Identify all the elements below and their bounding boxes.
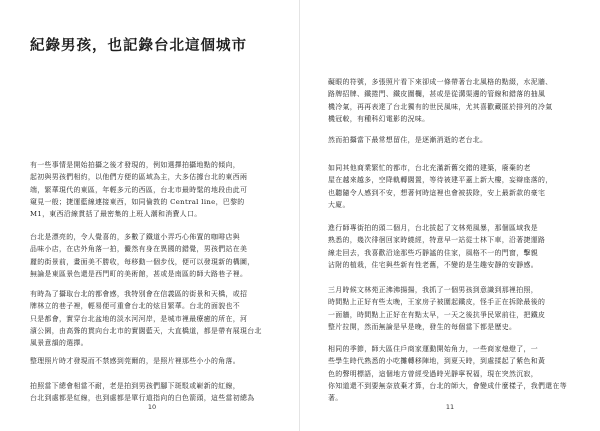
text-line: 起初與男孩們相約，以他們方便的區域為主，大多估據台北的東西兩 xyxy=(30,173,248,182)
chapter-title: 紀錄男孩，也記錄台北這個城市 xyxy=(30,37,247,54)
paragraph xyxy=(30,231,254,280)
paragraph xyxy=(328,134,487,146)
paragraph xyxy=(328,343,567,404)
text-line: 時間點上正好有些太晚，王家房子被圍起鐵皮，怪手正在拆除最後的 xyxy=(328,298,546,307)
text-line: 台北到處都是紅線，也到處都是單行道指向的白色箭頭，這些當初總為 xyxy=(30,394,255,403)
text-line: 機冷氣，再再表達了台北獨有的世民風味，尤其喜歡藏匿於排列的冷氣 xyxy=(328,102,553,111)
text-line: 然而拍攝當下最常想留住，是逐漸消逝的老台北。 xyxy=(328,136,488,144)
text-line: 礙眼的符號，多張照片看下來卻成一條帶著台北風格的點綴，水泥牆、 xyxy=(328,78,553,86)
text-line: 熟悉的，幾次徘徊回家時繞經，特意早一站從士林下車，沿著捷運路 xyxy=(328,236,546,245)
text-line: 有一些事情是開始拍攝之後才發現的，例如選擇拍攝地點的傾向， xyxy=(30,161,240,169)
page-number: 11 xyxy=(445,403,455,411)
text-line: 只是都會，實穿台北盆地的淡水河河岸，是城市裡最療癒的所在，河 xyxy=(30,314,248,323)
text-line: 整片拉開，然而無論是早是晚，發生的每個當下都是歷史。 xyxy=(328,322,517,331)
text-line: 你知道還不到要無奈放棄才算，台北的師大，會變成什麼樣子，我們還在等 xyxy=(328,381,567,390)
text-line: 些學生時代熟悉的小吃攤轉移陣地，到夏天時，到處揉起了紫色和黃 xyxy=(328,357,546,366)
text-line: 風景意韻的選擇。 xyxy=(30,339,88,348)
text-line: 屋在越來越多，空降軌轉闊置，等待被建平蓋上新大樓，妄辯座落的， xyxy=(328,176,553,185)
right-page-body xyxy=(300,0,600,431)
paragraph xyxy=(328,162,552,211)
text-line: 著。 xyxy=(328,394,343,403)
text-line: 進行師專街拍的頭二個月，台北拔起了文林苑風暴，那個區域我是 xyxy=(328,224,538,232)
text-line: 相同的季節，師大區住戶商家運動開始角力，一些商家熄燈了，一 xyxy=(328,345,538,353)
text-line: 有時為了攝取台北的都會感，我特別會在信義區的街景和天橋，或招 xyxy=(30,290,248,298)
page-number: 10 xyxy=(147,403,157,411)
paragraph xyxy=(328,76,552,125)
text-line: 麗的街景前，畫面美不勝收，每移動一個步伐，便可以發現新的構圖， xyxy=(30,257,255,266)
text-line: 整理照片時才發現而不禁感到莞爾的，是照片裡那些小小的角落。 xyxy=(30,357,240,365)
text-line: M1，東西沿線貫括了最密集的上班人潮和消費人口。 xyxy=(30,210,202,219)
text-line: 窺見一般；捷運藍線連接東西，如同倫敦的 Central line，巴黎的 xyxy=(30,197,245,206)
text-line: 機冠較，有種科幻電影的況味。 xyxy=(328,114,430,123)
text-line: 沾附的植栽，住宅與些新有性老舊，不變的是生趣安靜的安靜感。 xyxy=(328,260,538,269)
paragraph xyxy=(30,380,254,405)
paragraph xyxy=(30,159,247,220)
paragraph xyxy=(30,288,262,349)
text-line: 無論是東區景色還是西門町的美術館，甚或是南區的師大路巷子裡。 xyxy=(30,269,248,278)
text-line: 台北是漂亮的，令人覺喜的，多數了鐵道小弄巧心佈置的咖啡店與 xyxy=(30,233,240,241)
paragraph xyxy=(328,284,545,333)
right-page xyxy=(300,0,600,431)
text-line: 三月時候文林苑正沸沸揚揚，我抓了一個男孩到意識到那裡拍照， xyxy=(328,286,538,294)
text-line: 路牌招牌、鐵捲門、鐵皮圍欄，甚或是從溝渠邊的管線和錯落的抽風 xyxy=(328,90,546,99)
text-line: 如同其他商業繁忙的都市，台北充滿新舊交錯的建築，廢棄的老 xyxy=(328,164,531,172)
paragraph xyxy=(328,222,545,271)
text-line: 品味小店，在店外角落一拍，儼然有身在異國的錯覺，男孩們站在美 xyxy=(30,245,248,254)
text-line: 大廈。 xyxy=(328,200,350,209)
text-line: 線走回去，我喜歡沿途那些巧靜謐的住家，風格不一的門窗，擊親 xyxy=(328,248,538,257)
text-line: 端，繁華現代的東區，年輕多元的西區，台北市最時髦的地段由此可 xyxy=(30,185,248,194)
paragraph xyxy=(30,355,240,367)
text-line: 牌林立的巷子裡，輕易便可重會台北的炫目繁華。台北的面貌也不 xyxy=(30,302,240,311)
text-line: 濱公園，由高聳的貫向台北市的實闊藍天，大直橋道，都是帶有展現台北 xyxy=(30,326,262,335)
text-line: 拍照當下總會相當不耐，老是拍到男孩們腳下斑駁或嶄新的紅線， xyxy=(30,382,240,390)
text-line: 一面牆，時間點上正好在有點太早，一天之後抗爭民眾前往，把鐵皮 xyxy=(328,310,546,319)
text-line: 色的聲明標語，這個地方曾經受過時光靜寧祝福，現在突然沉寂， xyxy=(328,369,538,378)
text-line: 也聽隨令人感到不安，想著何時這裡也會被拔除，安上最新款的豪宅 xyxy=(328,188,546,197)
